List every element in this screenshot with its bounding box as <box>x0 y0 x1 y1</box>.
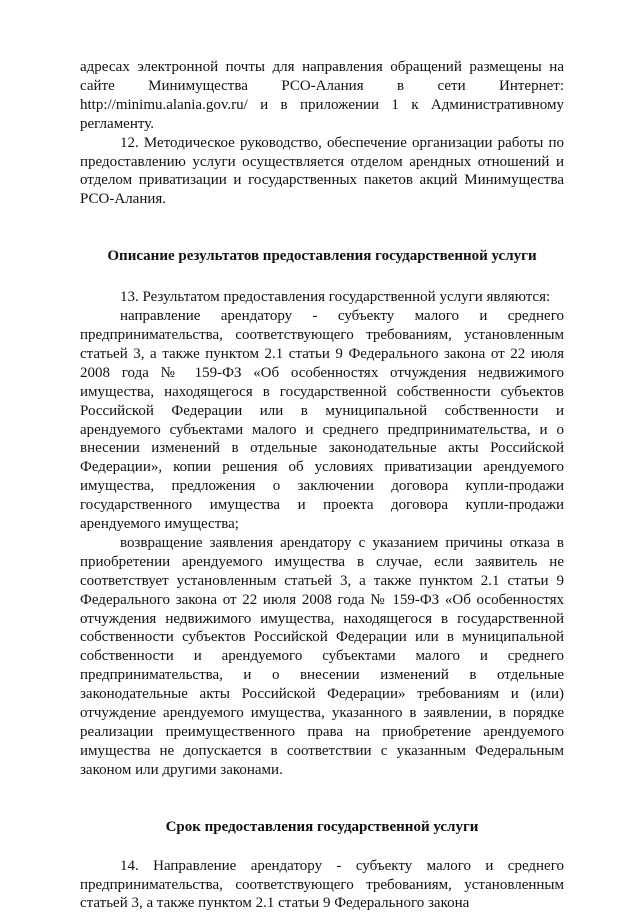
spacer <box>80 209 564 247</box>
heading-results: Описание результатов предоставления государственной услуги <box>107 248 537 265</box>
paragraph-13-item-2: возвращение заявления арендатору с указанием причины отказа в приобретении арендуемого имущества в случае, если заявитель не соответствует установленным статьей 3, а также пунктом 2.1 статьи 9 Федерального закона от 22 июля 2008 года № 159-ФЗ «Об особенностях отчуждения недвижимого имущества, находящегося в государственной собственности субъектов Российской Федерации или в муниципальной собственности и арендуемого субъектами малого и среднего предпринимательства, и о внесении изменений в отдельные законодательные акты Российской Федерации» требованиям и (или) отчуждение арендуемого имущества, указанного в заявлении, в порядке реализации преимущественного права на приобретение арендуемого имущества не допускается в соответствии с указанным Федеральным законом или другими законами. <box>80 534 564 778</box>
spacer <box>80 266 564 288</box>
spacer <box>80 837 564 857</box>
paragraph-13: 13. Результатом предоставления государственной услуги являются: <box>120 289 551 306</box>
paragraph-14: 14. Направление арендатору - субъекту малого и среднего предпринимательства, соответствующего требованиям, установленным статьей 3, а также пунктом 2.1 статьи 9 Федерального закона <box>80 857 564 912</box>
heading-term: Срок предоставления государственной услуги <box>165 818 479 835</box>
document-page <box>80 58 564 913</box>
spacer <box>80 780 564 818</box>
paragraph-13-item-1: направление арендатору - субъекту малого и среднего предпринимательства, соответствующего требованиям, установленным статьей 3, а также пунктом 2.1 статьи 9 Федерального закона от 22 июля 2008 года № 159-ФЗ «Об особенностях отчуждения недвижимого имущества, находящегося в государственной собственности субъектов Российской Федерации или в муниципальной собственности и арендуемого субъектами малого и среднего предпринимательства, и о внесении изменений в отдельные законодательные акты Российской Федерации», копии решения об условиях приватизации арендуемого имущества, предложения о заключении договора купли-продажи государственного имущества и проекта договора купли-продажи арендуемого имущества; <box>80 308 564 533</box>
paragraph-intro: адресах электронной почты для направления обращений размещены на сайте Минимущества РСО-Алания в сети Интернет: http://minimu.alania.gov.ru/ и в приложении 1 к Административному регламенту. <box>80 59 564 132</box>
paragraph-12: 12. Методическое руководство, обеспечение организации работы по предоставлению услуги осуществляется отделом арендных отношений и отделом приватизации и государственных пакетов акций Минимущества РСО-Алания. <box>80 134 564 208</box>
